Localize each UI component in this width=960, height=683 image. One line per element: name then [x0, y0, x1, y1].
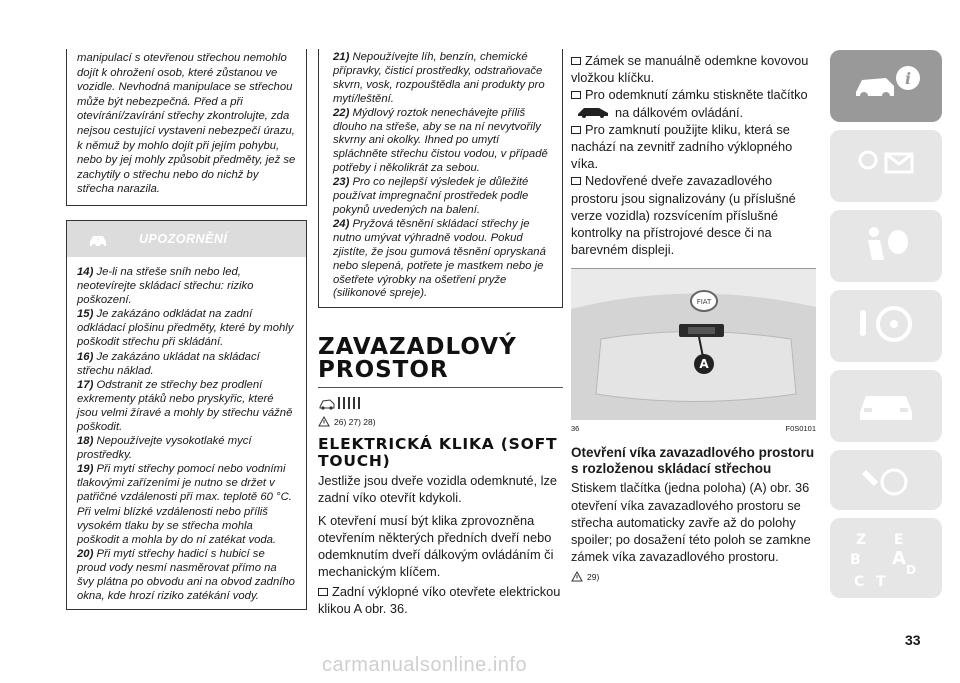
bullet-indicator: Nedovřené dveře zavazadlového prostoru jsou signalizovány (u příslušné verze vozidla) rozsvícením příslušné kontrolky na přístrojové desce či na barevném displeji. — [571, 173, 796, 258]
bullet-box-icon — [571, 57, 581, 65]
warning-triangle-icon — [571, 571, 583, 582]
para-open: Zadní výklopné víko otevřete elektrickou klikou A obr. 36. — [318, 583, 561, 616]
warning-triangle-icon — [318, 416, 330, 427]
section-heading: ZAVAZADLOVÝ PROSTOR — [318, 334, 517, 384]
note-23: 23) Pro co nejlepší výsledek je důležité používat impregnační prostředek podle pokynů uvedených na balení. — [333, 176, 529, 216]
middle-column — [318, 49, 563, 617]
tab-starting-driving[interactable] — [830, 290, 942, 362]
svg-text:B: B — [850, 552, 861, 568]
car-versions-icon — [318, 394, 364, 412]
bullet-remote: Pro odemknutí zámku stiskněte tlačítko na dálkovém ovládání. — [571, 86, 821, 120]
note-16: 16) Je zakázáno ukládat na skládací střechu náklad. — [77, 350, 260, 377]
warning-header — [67, 221, 306, 257]
svg-text:C: C — [854, 574, 865, 590]
index-letters-icon — [850, 530, 922, 592]
warning-car-icon — [87, 230, 109, 249]
warning-title: UPOZORNĚNÍ — [139, 231, 228, 246]
airbag-icon — [850, 222, 922, 270]
site-watermark: carmanualsonline.info — [322, 654, 528, 676]
svg-text:Z: Z — [856, 532, 867, 548]
para-unlock: Jestliže jsou dveře vozidla odemknuté, lze zadní víko otevřít kdykoli. — [318, 473, 557, 506]
care-notes-box — [318, 49, 563, 308]
right-column — [571, 52, 821, 582]
svg-text:T: T — [876, 574, 886, 590]
page-number: 33 — [905, 632, 921, 648]
chapter-sidebar — [830, 50, 942, 606]
wrench-icon — [850, 462, 922, 502]
warning-notes — [67, 257, 306, 609]
bullet-key: Zámek se manuálně odemkne kovovou vložkou klíčku. — [571, 53, 809, 86]
tab-index[interactable] — [830, 518, 942, 598]
svg-text:FIAT: FIAT — [696, 298, 712, 307]
convertible-para: Stiskem tlačítka (jedna poloha) (A) obr. 36 otevření víka zavazadlového prostoru se střecha automaticky zavře až do polohy spoiler; po dosažení této poloh se zamkne zámek víka zavazadlového prostoru. — [571, 480, 811, 565]
subsection-heading: ELEKTRICKÁ KLIKA (SOFT TOUCH) — [318, 435, 558, 471]
car-front-icon — [850, 382, 922, 430]
tab-safety[interactable] — [830, 210, 942, 282]
left-column — [66, 49, 307, 610]
para-handle: K otevření musí být klika zprovozněna otevřením některých předních dveří nebo odemknutím dveří dálkovým ovládáním či mechanickým klíčem. — [318, 512, 554, 579]
note-17: 17) Odstranit ze střechy bez prodlení exkrementy ptáků nebo pryskyřic, které jsou velmi žíravé a mohly by střechu vážně poškodit. — [77, 378, 293, 433]
roof-safety-text: manipulací s otevřenou střechou nemohlo dojít k ohrožení osob, které zůstanou ve vozidle. Nevhodná manipulace se střechou může být nebezpečná. Před a při otevírání/zavírání střechy zkontrolujte, zda nejsou cestující vystaveni nebezpečí úrazu, k němuž by mohlo dojít při jejím pohybu, nebo by jej mohly způsobit předměty, jež se zachytily o střechu nebo do nichž by střecha narazila. — [77, 52, 296, 196]
note-20: 20) Při mytí střechy hadicí s hubicí se proud vody nesmí nasměrovat přímo na švy plátna po obvodu ani na obvod zadního okna, kde hrozí riziko zatékání vody. — [77, 547, 295, 603]
roof-safety-box — [66, 49, 307, 206]
refs-text: 26) 27) 28) — [334, 416, 376, 427]
steering-icon — [850, 302, 922, 350]
trunk-button-icon — [575, 105, 611, 119]
svg-text:A: A — [892, 548, 906, 569]
tab-warning-lights[interactable] — [830, 130, 942, 202]
convertible-heading: Otevření víka zavazadlového prostoru s rozloženou skládací střechou — [571, 445, 815, 477]
figure-36 — [571, 268, 816, 420]
svg-text:A: A — [699, 357, 709, 372]
note-24: 24) Pryžová těsnění skládací střechy je nutno umývat výhradně vodou. Pokud zjistíte, že jsou gumová těsnění opryskaná nebo slepená, potřete je mastkem nebo je ošetřete výrobky na ošetření pryže (silikonové spreje). — [333, 217, 546, 300]
svg-text:i: i — [904, 69, 912, 88]
car-info-icon — [850, 62, 922, 110]
figure-caption — [571, 420, 816, 433]
bullet-box-icon — [571, 126, 581, 134]
svg-text:D: D — [906, 563, 916, 577]
bullet-box-icon — [571, 177, 581, 185]
heading-divider — [318, 387, 563, 388]
bullet-box-icon — [571, 91, 581, 99]
figure-code: F0S0101 — [785, 424, 816, 434]
tab-maintenance[interactable] — [830, 450, 942, 510]
tab-in-emergency[interactable] — [830, 370, 942, 442]
bullet-box-icon — [318, 588, 328, 596]
note-21: 21) Nepoužívejte líh, benzín, chemické přípravky, čisticí prostředky, odstraňovače skvrn, vosk, rozpouštědla ani produkty pro mytí/leštění. — [333, 51, 545, 105]
note-18: 18) Nepoužívejte vysokotlaké mycí prostředky. — [77, 435, 252, 462]
note-15: 15) Je zakázáno odkládat na zadní odkládací plošinu předměty, které by mohly poškodit střechu při skládání. — [77, 308, 294, 349]
bullet-lock: Pro zamknutí použijte kliku, která se nachází na zevnitř zadního výklopného víka. — [571, 121, 793, 172]
note-19: 19) Při mytí střechy pomocí nebo vodními tlakovými zařízeními je nutno se držet v patřičné vzdálenosti při max. teplotě 60 °C. Při velmi blízké vzdálenosti nebo příliš vysokém tlaku by se střecha mohla poškodit a mohla by do ní zatékat voda. — [77, 463, 292, 546]
tab-car-info[interactable] — [830, 50, 942, 122]
note-14: 14) Je-li na střeše sníh nebo led, neotevírejte skládací střechu: riziko poškození. — [77, 265, 254, 307]
warning-box — [66, 220, 307, 610]
figure-number: 36 — [571, 424, 580, 434]
svg-text:E: E — [894, 532, 904, 548]
svg-text:!: ! — [96, 236, 100, 244]
warning-ref: 29) — [571, 571, 821, 582]
warning-refs — [318, 416, 563, 427]
warning-lights-icon — [850, 142, 922, 190]
section-icons — [318, 394, 563, 414]
note-22: 22) Mýdlový roztok nenechávejte příliš dlouho na střeše, aby se na ní nevytvořily skvrny ani okolky. Ihned po umytí spláchněte střechu čistou vodou, v případě potřeby i několikrát za sebou. — [333, 106, 548, 175]
trunk-lid-illustration — [571, 269, 816, 420]
